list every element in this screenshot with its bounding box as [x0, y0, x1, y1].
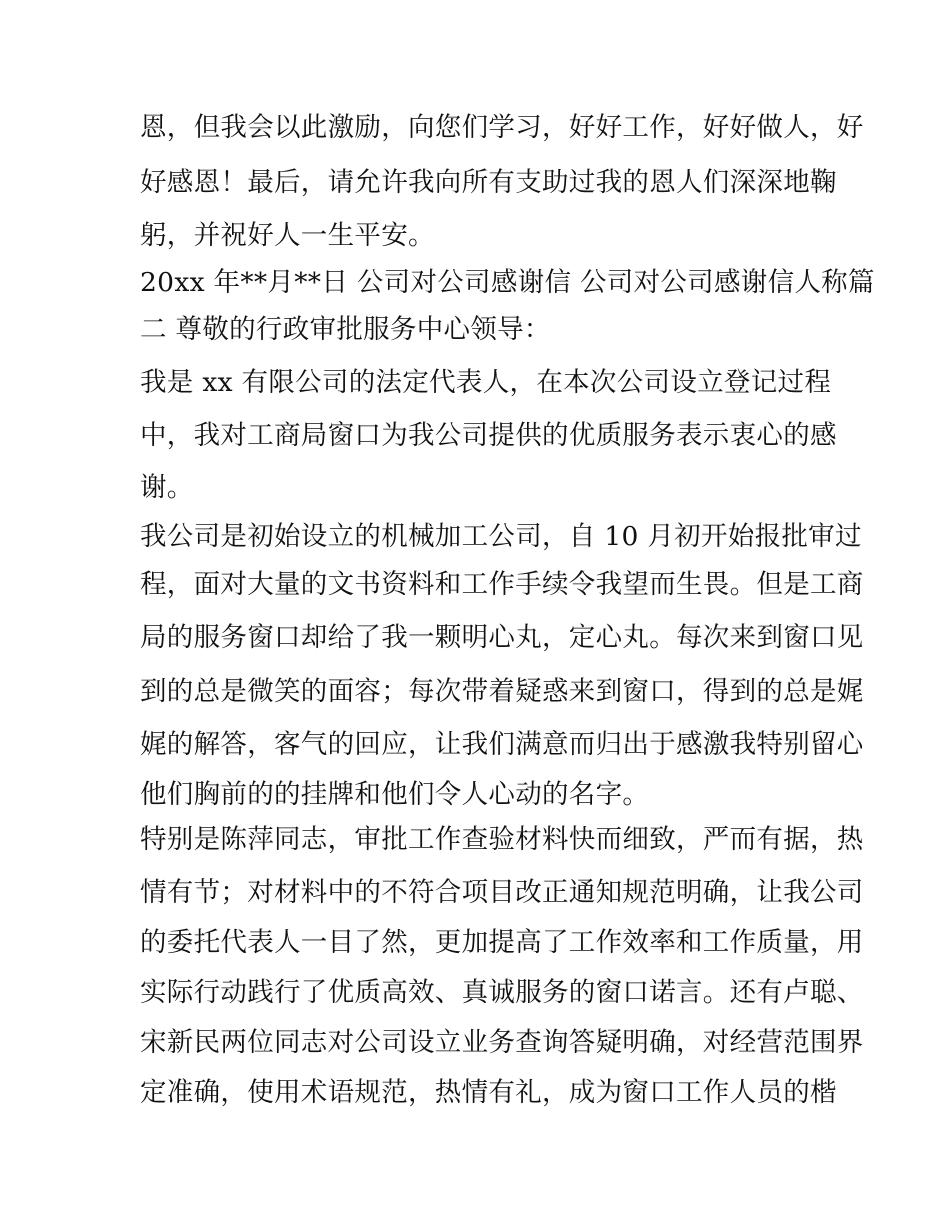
text-line: 20xx 年**月**日 公司对公司感谢信 公司对公司感谢信人称篇 [140, 267, 875, 298]
text-line: 特别是陈萍同志，审批工作查验材料快而细致，严而有据，热 [140, 824, 864, 855]
text-line: 好感恩！最后，请允许我向所有支助过我的恩人们深深地鞠 [140, 167, 837, 198]
text-line: 二 尊敬的行政审批服务中心领导： [140, 314, 551, 345]
text-line: 定准确，使用术语规范，热情有礼，成为窗口工作人员的楷 [140, 1077, 837, 1108]
text-line: 到的总是微笑的面容；每次带着疑惑来到窗口，得到的总是娓 [140, 676, 864, 707]
text-line: 中，我对工商局窗口为我公司提供的优质服务表示衷心的感 [140, 420, 837, 451]
text-line: 我公司是初始设立的机械加工公司，自 10 月初开始报批审过 [140, 521, 862, 552]
text-line: 实际行动践行了优质高效、真诚服务的窗口诺言。还有卢聪、 [140, 977, 864, 1008]
text-line: 宋新民两位同志对公司设立业务查询答疑明确，对经营范围界 [140, 1027, 864, 1058]
text-line: 情有节；对材料中的不符合项目改正通知规范明确，让我公司 [140, 877, 864, 908]
text-line: 程，面对大量的文书资料和工作手续令我望而生畏。但是工商 [140, 569, 864, 600]
text-line: 我是 xx 有限公司的法定代表人，在本次公司设立登记过程 [140, 367, 832, 398]
text-line: 他们胸前的的挂牌和他们令人心动的名字。 [140, 779, 650, 810]
text-line: 躬，并祝好人一生平安。 [140, 220, 435, 251]
text-line: 娓的解答，客气的回应，让我们满意而归出于感激我特别留心 [140, 729, 864, 760]
text-line: 局的服务窗口却给了我一颗明心丸，定心丸。每次来到窗口见 [140, 622, 864, 653]
text-line: 谢。 [140, 472, 194, 503]
text-line: 的委托代表人一目了然，更加提高了工作效率和工作质量，用 [140, 927, 864, 958]
text-line: 恩，但我会以此激励，向您们学习，好好工作，好好做人，好 [140, 112, 864, 143]
